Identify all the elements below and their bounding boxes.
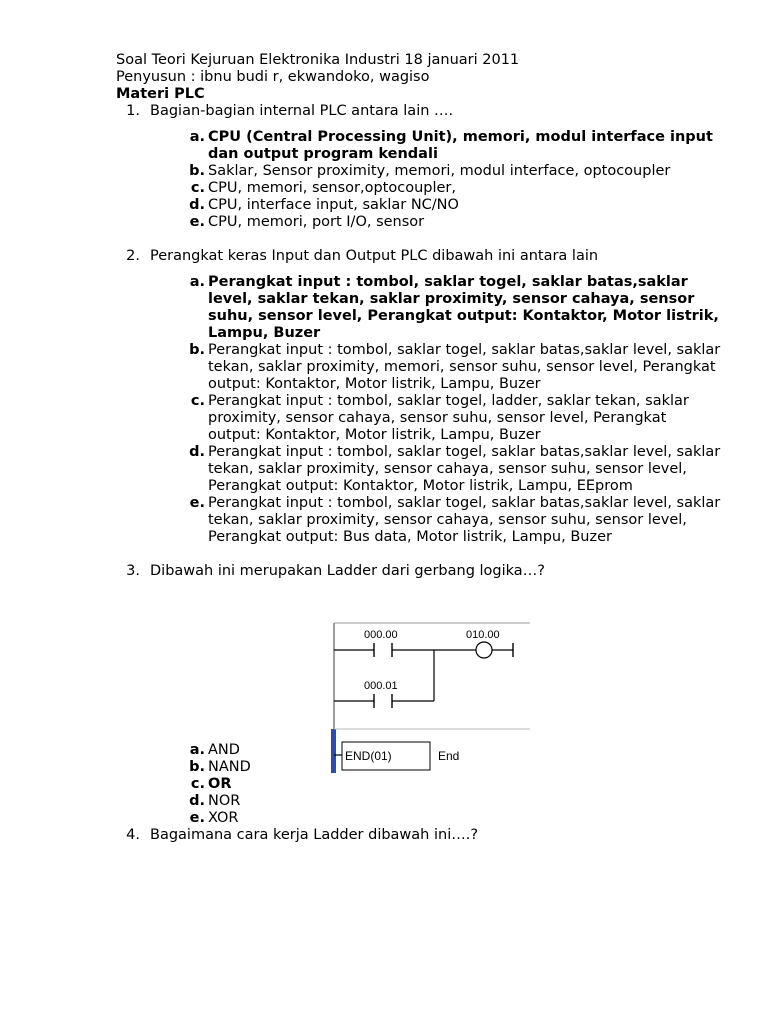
option-a — [116, 129, 736, 163]
option-d — [116, 444, 736, 495]
option-e — [116, 495, 736, 546]
question-text: Dibawah ini merupakan Ladder dari gerbang logika…? — [150, 563, 545, 579]
option-letter: b. — [189, 342, 205, 358]
option-letter: b. — [189, 163, 205, 179]
question-3 — [116, 563, 736, 580]
document-title: Soal Teori Kejuruan Elektronika Industri 18 januari 2011 — [116, 52, 520, 68]
option-text: Perangkat input : tombol, saklar togel, saklar batas,saklar level, saklar tekan, saklar proximity, sensor cahaya, sensor suhu, sensor level, Perangkat output: Kontaktor, Motor listrik, Lampu, Buzer — [208, 274, 719, 341]
option-text: Saklar, Sensor proximity, memori, modul interface, optocoupler — [208, 163, 671, 179]
question-text: Bagaimana cara kerja Ladder dibawah ini….? — [150, 827, 479, 843]
document-topic: Materi PLC — [116, 86, 205, 102]
option-letter: a. — [189, 274, 205, 290]
option-letter: e. — [189, 810, 205, 826]
question-2 — [116, 248, 736, 265]
question-text: Bagian-bagian internal PLC antara lain …. — [150, 103, 454, 119]
question-number: 2. — [126, 248, 140, 264]
option-text: NAND — [208, 759, 251, 775]
option-text: NOR — [208, 793, 241, 809]
option-a — [116, 274, 736, 342]
option-b — [116, 163, 736, 180]
option-c — [116, 180, 736, 197]
option-letter: c. — [190, 180, 205, 196]
option-letter: b. — [189, 759, 205, 775]
document-authors: Penyusun : ibnu budi r, ekwandoko, wagiso — [116, 69, 430, 85]
option-d — [116, 197, 736, 214]
left-rail-highlight — [331, 729, 336, 773]
end-instruction-label: END(01) — [345, 749, 392, 763]
option-b — [116, 342, 736, 393]
option-letter: c. — [190, 393, 205, 409]
question-number: 3. — [126, 563, 140, 579]
option-e — [116, 214, 736, 231]
ladder-diagram — [330, 617, 530, 775]
contact-000-01-label: 000.01 — [364, 680, 398, 692]
option-letter: e. — [189, 214, 205, 230]
question-number: 4. — [126, 827, 140, 843]
question-1 — [116, 103, 736, 120]
option-letter: d. — [189, 197, 205, 213]
options-q2 — [116, 274, 736, 546]
option-text: CPU (Central Processing Unit), memori, modul interface input dan output program kendali — [208, 129, 713, 162]
options-q1 — [116, 129, 736, 231]
option-letter: d. — [189, 444, 205, 460]
option-text: Perangkat input : tombol, saklar togel, saklar batas,saklar level, saklar tekan, saklar proximity, memori, sensor suhu, sensor level, Perangkat output: Kontaktor, Motor listrik, Lampu, Buzer — [208, 342, 721, 392]
question-text: Perangkat keras Input dan Output PLC dibawah ini antara lain — [150, 248, 599, 264]
coil-010-00 — [476, 642, 492, 658]
option-letter: a. — [189, 742, 205, 758]
question-4 — [116, 827, 736, 844]
option-text: Perangkat input : tombol, saklar togel, saklar batas,saklar level, saklar tekan, saklar proximity, sensor cahaya, sensor suhu, sensor level, Perangkat output: Bus data, Motor listrik, Lampu, Buzer — [208, 495, 721, 545]
option-e — [116, 810, 736, 827]
option-text: XOR — [208, 810, 239, 826]
option-c — [116, 776, 736, 793]
option-c — [116, 393, 736, 444]
option-text: CPU, memori, port I/O, sensor — [208, 214, 425, 230]
coil-010-00-label: 010.00 — [466, 629, 500, 641]
option-text: Perangkat input : tombol, saklar togel, saklar batas,saklar level, saklar tekan, saklar proximity, sensor cahaya, sensor suhu, sensor level, Perangkat output: Kontaktor, Motor listrik, Lampu, EEprom — [208, 444, 721, 494]
contact-000-00-label: 000.00 — [364, 629, 398, 641]
option-d — [116, 793, 736, 810]
option-letter: e. — [189, 495, 205, 511]
end-comment: End — [438, 749, 460, 763]
question-number: 1. — [126, 103, 140, 119]
option-letter: a. — [189, 129, 205, 145]
option-text: CPU, interface input, saklar NC/NO — [208, 197, 459, 213]
option-text: CPU, memori, sensor,optocoupler, — [208, 180, 457, 196]
option-text: Perangkat input : tombol, saklar togel, ladder, saklar tekan, saklar proximity, sensor cahaya, sensor suhu, sensor level, Perangkat output: Kontaktor, Motor listrik, Lampu, Buzer — [208, 393, 689, 443]
option-text: AND — [208, 742, 240, 758]
option-text: OR — [208, 776, 232, 792]
option-letter: c. — [190, 776, 205, 792]
option-letter: d. — [189, 793, 205, 809]
